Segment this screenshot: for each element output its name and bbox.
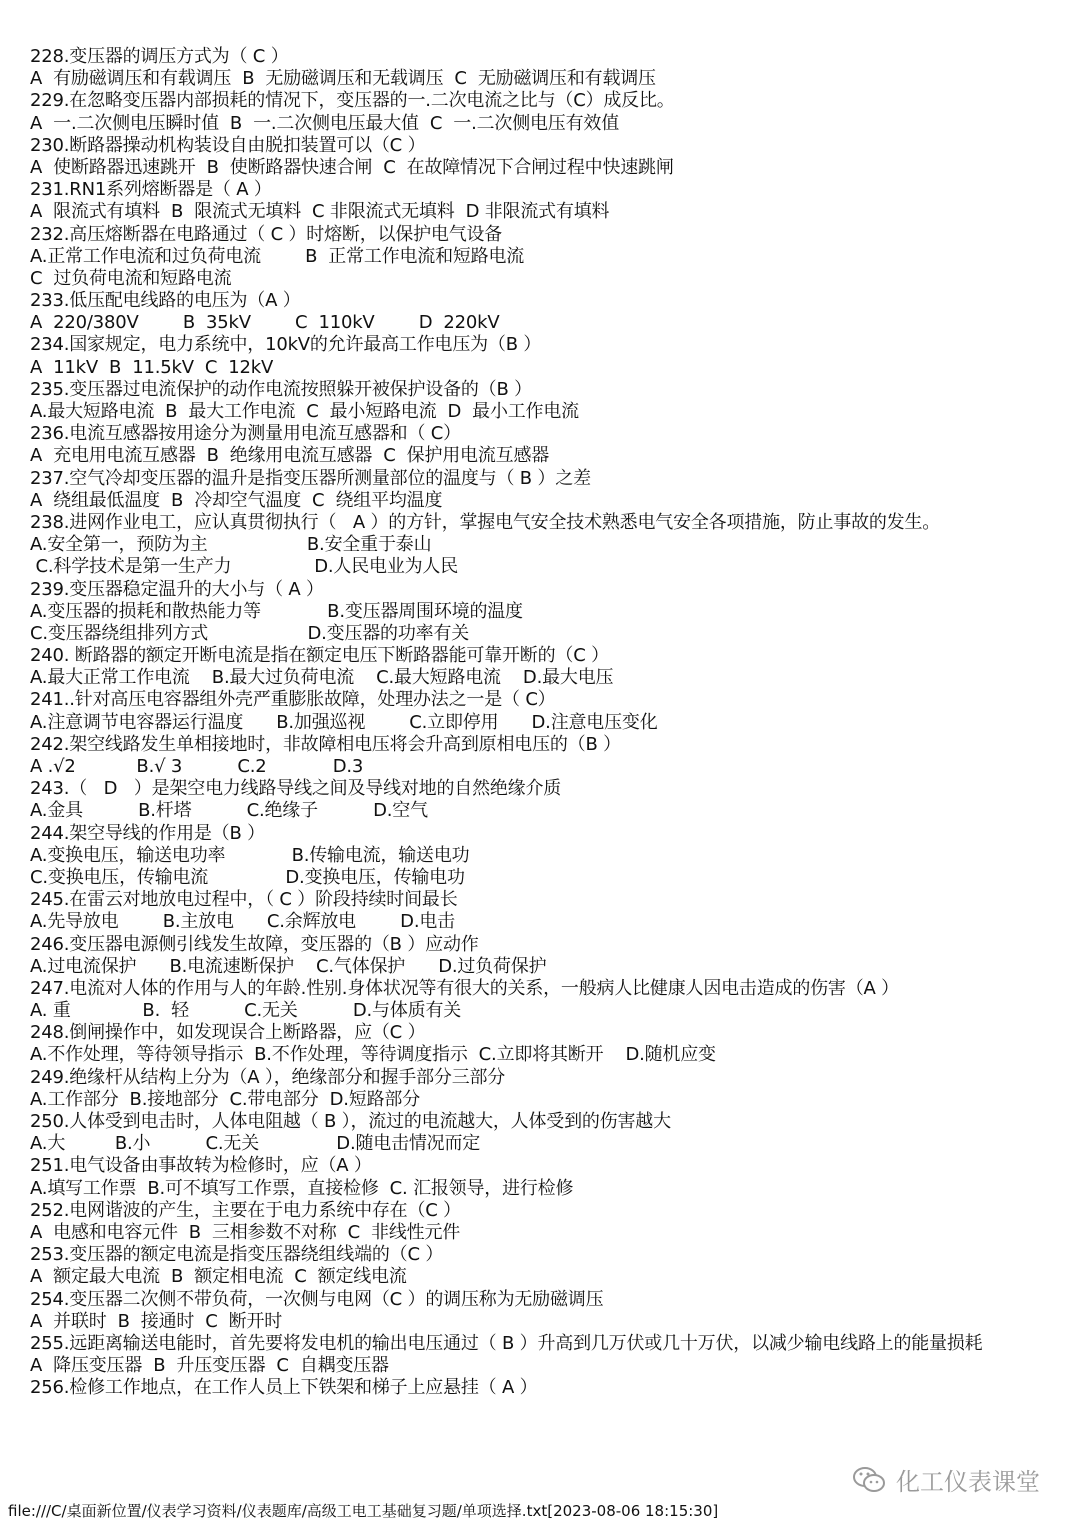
- text-line: 236.电流互感器按用途分为测量用电流互感器和（ C）: [30, 423, 461, 445]
- text-line: A 有励磁调压和有载调压 B 无励磁调压和无载调压 C 无励磁调压和有载调压: [30, 68, 656, 90]
- text-line: 247.电流对人体的作用与人的年龄.性别.身体状况等有很大的关系，一般病人比健康人因电击造成的伤害（A ）: [30, 977, 899, 999]
- text-line: A 充电用电流互感器 B 绝缘用电流互感器 C 保护用电流互感器: [30, 445, 550, 467]
- text-line: 253.变压器的额定电流是指变压器绕组线端的（C ）: [30, 1244, 444, 1266]
- text-line: 246.变压器电源侧引线发生故障，变压器的（B ）应动作: [30, 933, 479, 955]
- text-line: A.大 B.小 C.无关 D.随电击情况而定: [30, 1133, 481, 1155]
- text-line: 256.检修工作地点，在工作人员上下铁架和梯子上应悬挂（ A ）: [30, 1377, 538, 1399]
- text-line: 254.变压器二次侧不带负荷，一次侧与电网（C ）的调压称为无励磁调压: [30, 1288, 604, 1310]
- text-line: A.最大正常工作电流 B.最大过负荷电流 C.最大短路电流 D.最大电压: [30, 667, 614, 689]
- text-line: 251.电气设备由事故转为检修时，应（A ）: [30, 1155, 372, 1177]
- text-line: 252.电网谐波的产生，主要在于电力系统中存在（C ）: [30, 1199, 461, 1221]
- text-line: A.不作处理，等待领导指示 B.不作处理，等待调度指示 C.立即将其断开 D.随机应变: [30, 1044, 716, 1066]
- file-path-footer: file:///C/桌面新位置/仪表学习资料/仪表题库/高级工电工基础复习题/单项选择.txt[2023-08-06 18:15:30]: [8, 1502, 719, 1520]
- text-line: 240. 断路器的额定开断电流是指在额定电压下断路器能可靠开断的（C ）: [30, 645, 609, 667]
- text-line: A 使断路器迅速跳开 B 使断路器快速合闸 C 在故障情况下合闸过程中快速跳闸: [30, 156, 674, 178]
- text-line: A.填写工作票 B.可不填写工作票，直接检修 C. 汇报领导，进行检修: [30, 1177, 574, 1199]
- text-line: 239.变压器稳定温升的大小与（ A ）: [30, 578, 324, 600]
- text-line: 255.远距离输送电能时，首先要将发电机的输出电压通过（ B ）升高到几万伏或几十万伏，以减少输电线路上的能量损耗: [30, 1332, 983, 1354]
- text-line: A.最大短路电流 B 最大工作电流 C 最小短路电流 D 最小工作电流: [30, 401, 579, 422]
- text-line: A 降压变压器 B 升压变压器 C 自耦变压器: [30, 1355, 389, 1377]
- text-line: 245.在雷云对地放电过程中，（ C ）阶段持续时间最长: [30, 889, 458, 911]
- text-line: A 一.二次侧电压瞬时值 B 一.二次侧电压最大值 C 一.二次侧电压有效值: [30, 112, 620, 134]
- text-line: 233.低压配电线路的电压为（A ）: [30, 290, 301, 312]
- text-line: 229.在忽略变压器内部损耗的情况下，变压器的一.二次电流之比与（C）成反比。: [30, 90, 675, 112]
- watermark: [852, 1462, 1040, 1497]
- text-line: A.安全第一，预防为主 B.安全重于泰山: [30, 534, 432, 556]
- text-line: 248.倒闸操作中，如发现误合上断路器，应（C ）: [30, 1022, 426, 1044]
- text-line: A 绕组最低温度 B 冷却空气温度 C 绕组平均温度: [30, 489, 443, 511]
- text-line: 242.架空线路发生单相接地时，非故障相电压将会升高到原相电压的（B ）: [30, 733, 621, 755]
- text-line: A.注意调节电容器运行温度 B.加强巡视 C.立即停用 D.注意电压变化: [30, 711, 658, 733]
- text-line: 244.架空导线的作用是（B ）: [30, 822, 265, 844]
- text-line: A.变换电压，输送电功率 B.传输电流，输送电功: [30, 844, 470, 866]
- text-line: A.金具 B.杆塔 C.绝缘子 D.空气: [30, 800, 428, 822]
- text-line: 234.国家规定，电力系统中，10kV的允许最高工作电压为（B ）: [30, 334, 542, 356]
- text-line: 228.变压器的调压方式为（ C ）: [30, 46, 289, 67]
- text-line: 243.（ D ）是架空电力线路导线之间及导线对地的自然绝缘介质: [30, 778, 562, 800]
- text-line: A.先导放电 B.主放电 C.余辉放电 D.电击: [30, 911, 455, 933]
- text-line: 230.断路器操动机构装设自由脱扣装置可以（C ）: [30, 134, 426, 156]
- document-body: [30, 46, 1060, 1399]
- text-line: 231.RN1系列熔断器是（ A ）: [30, 179, 272, 201]
- text-line: A 并联时 B 接通时 C 断开时: [30, 1310, 283, 1332]
- text-line: A 额定最大电流 B 额定相电流 C 额定线电流: [30, 1266, 407, 1288]
- text-line: 238.进网作业电工，应认真贯彻执行（ A ）的方针，掌握电气安全技术熟悉电气安全各项措施，防止事故的发生。: [30, 511, 941, 533]
- text-line: A.正常工作电流和过负荷电流 B 正常工作电流和短路电流: [30, 245, 525, 267]
- text-line: A 电感和电容元件 B 三相参数不对称 C 非线性元件: [30, 1221, 461, 1243]
- text-line: 235.变压器过电流保护的动作电流按照躲开被保护设备的（B ）: [30, 378, 532, 400]
- text-line: 241..针对高压电容器组外壳严重膨胀故障，处理办法之一是（ C）: [30, 689, 556, 711]
- text-line: 237.空气冷却变压器的温升是指变压器所测量部位的温度与（ B ）之差: [30, 467, 591, 489]
- text-line: C.科学技术是第一生产力 D.人民电业为人民: [30, 556, 459, 578]
- wechat-icon: [852, 1465, 886, 1495]
- text-line: A 220/380V B 35kV C 110kV D 220kV: [30, 312, 500, 334]
- text-line: A 限流式有填料 B 限流式无填料 C 非限流式无填料 D 非限流式有填料: [30, 201, 610, 223]
- text-line: C.变压器绕组排列方式 D.变压器的功率有关: [30, 622, 470, 644]
- text-line: A.工作部分 B.接地部分 C.带电部分 D.短路部分: [30, 1088, 420, 1110]
- text-line: A.变压器的损耗和散热能力等 B.变压器周围环境的温度: [30, 600, 523, 622]
- text-line: C.变换电压，传输电流 D.变换电压，传输电功: [30, 866, 465, 888]
- text-line: A 11kV B 11.5kV C 12kV: [30, 356, 274, 378]
- text-line: 232.高压熔断器在电路通过（ C ）时熔断，以保护电气设备: [30, 223, 503, 245]
- text-line: 249.绝缘杆从结构上分为（A ），绝缘部分和握手部分三部分: [30, 1066, 506, 1088]
- text-line: A.过电流保护 B.电流速断保护 C.气体保护 D.过负荷保护: [30, 955, 547, 977]
- text-line: C 过负荷电流和短路电流: [30, 267, 232, 289]
- text-line: A .√2 B.√ 3 C.2 D.3: [30, 756, 364, 778]
- watermark-text: 化工仪表课堂: [896, 1468, 1040, 1496]
- text-line: A. 重 B. 轻 C.无关 D.与体质有关: [30, 1000, 462, 1022]
- text-line: 250.人体受到电击时，人体电阻越（ B ），流过的电流越大，人体受到的伤害越大: [30, 1111, 671, 1133]
